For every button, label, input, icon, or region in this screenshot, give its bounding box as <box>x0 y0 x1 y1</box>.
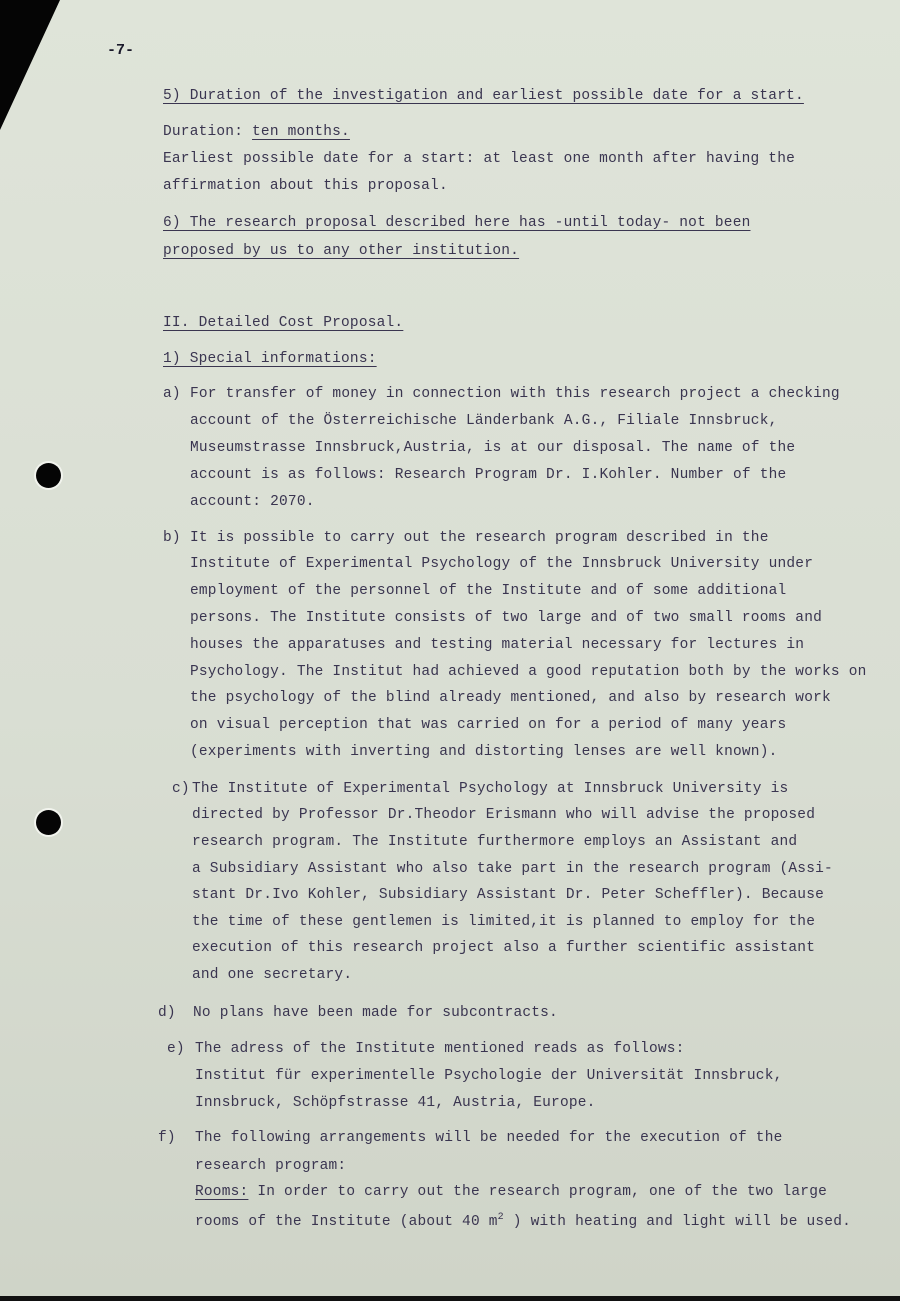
item-b-line: houses the apparatuses and testing material necessary for lectures in <box>190 637 805 653</box>
item-c-line: directed by Professor Dr.Theodor Erismann who will advise the proposed <box>192 807 816 823</box>
item-e-line: Innsbruck, Schöpfstrasse 41, Austria, Europe. <box>195 1095 596 1111</box>
part2-heading: II. Detailed Cost Proposal. <box>163 315 404 331</box>
item-e-line: Institut für experimentelle Psychologie der Universität Innsbruck, <box>195 1068 783 1084</box>
rooms-line-2 <box>195 1212 851 1230</box>
item-b-line: employment of the personnel of the Institute and of some additional <box>190 583 787 599</box>
item-b-line: the psychology of the blind already mentioned, and also by research work <box>190 690 831 706</box>
item-a-line: account of the Österreichische Länderbank A.G., Filiale Innsbruck, <box>190 413 778 429</box>
item-f-line: research program: <box>195 1158 347 1174</box>
item-b-marker: b) <box>163 530 181 546</box>
rooms-line-1 <box>195 1184 827 1200</box>
scan-bottom-edge <box>0 1296 900 1301</box>
item-c-marker: c) <box>172 781 190 797</box>
item-f-marker: f) <box>158 1130 176 1146</box>
special-informations-heading: 1) Special informations: <box>163 351 377 367</box>
item-a-line: account is as follows: Research Program Dr. I.Kohler. Number of the <box>190 467 787 483</box>
item-a-line: Museumstrasse Innsbruck,Austria, is at our disposal. The name of the <box>190 440 796 456</box>
item-d-line: No plans have been made for subcontracts. <box>193 1005 558 1021</box>
item-c-line: The Institute of Experimental Psychology at Innsbruck University is <box>192 781 789 797</box>
item-f-line: The following arrangements will be needed for the execution of the <box>195 1130 783 1146</box>
item-c-line: stant Dr.Ivo Kohler, Subsidiary Assistant Dr. Peter Scheffler). Because <box>192 887 825 903</box>
item-c-line: execution of this research project also a further scientific assistant <box>192 940 816 956</box>
duration-value: ten months. <box>252 124 350 140</box>
duration-line <box>163 124 350 140</box>
rooms-text-a: rooms of the Institute (about 40 m <box>195 1213 498 1230</box>
rooms-label: Rooms: <box>195 1184 249 1200</box>
scan-corner-shadow <box>0 0 60 130</box>
item-a-marker: a) <box>163 386 181 402</box>
punch-hole-icon <box>36 463 61 488</box>
item-b-line: Psychology. The Institut had achieved a good reputation both by the works on <box>190 664 867 680</box>
item-b-line: It is possible to carry out the research program described in the <box>190 530 769 546</box>
earliest-line-2: affirmation about this proposal. <box>163 178 448 194</box>
item-d-marker: d) <box>158 1005 176 1021</box>
item-b-line: (experiments with inverting and distorting lenses are well known). <box>190 744 778 760</box>
duration-label: Duration: <box>163 124 244 140</box>
rooms-text-b: ) with heating and light will be used. <box>503 1213 852 1230</box>
item-c-line: research program. The Institute furthermore employs an Assistant and <box>192 834 798 850</box>
punch-hole-icon <box>36 810 61 835</box>
item-e-marker: e) <box>167 1041 185 1057</box>
rooms-text: In order to carry out the research program, one of the two large <box>248 1184 828 1200</box>
superscript: 2 <box>497 1212 504 1223</box>
item-a-line: For transfer of money in connection with this research project a checking <box>190 386 840 402</box>
item-b-line: Institute of Experimental Psychology of the Innsbruck University under <box>190 556 814 572</box>
item-c-line: the time of these gentlemen is limited,it is planned to employ for the <box>192 914 816 930</box>
item-b-line: on visual perception that was carried on for a period of many years <box>190 717 787 733</box>
section5-heading: 5) Duration of the investigation and earliest possible date for a start. <box>163 88 804 104</box>
item-b-line: persons. The Institute consists of two large and of two small rooms and <box>190 610 823 626</box>
item-e-line: The adress of the Institute mentioned reads as follows: <box>195 1041 685 1057</box>
item-c-line: and one secretary. <box>192 967 353 983</box>
item-a-line: account: 2070. <box>190 494 315 510</box>
earliest-line-1: Earliest possible date for a start: at least one month after having the <box>163 151 796 167</box>
section6-line-2: proposed by us to any other institution. <box>163 243 520 259</box>
page-number: -7- <box>107 42 135 59</box>
item-c-line: a Subsidiary Assistant who also take part in the research program (Assi- <box>192 861 833 877</box>
section6-line-1: 6) The research proposal described here has -until today- not been <box>163 215 751 231</box>
